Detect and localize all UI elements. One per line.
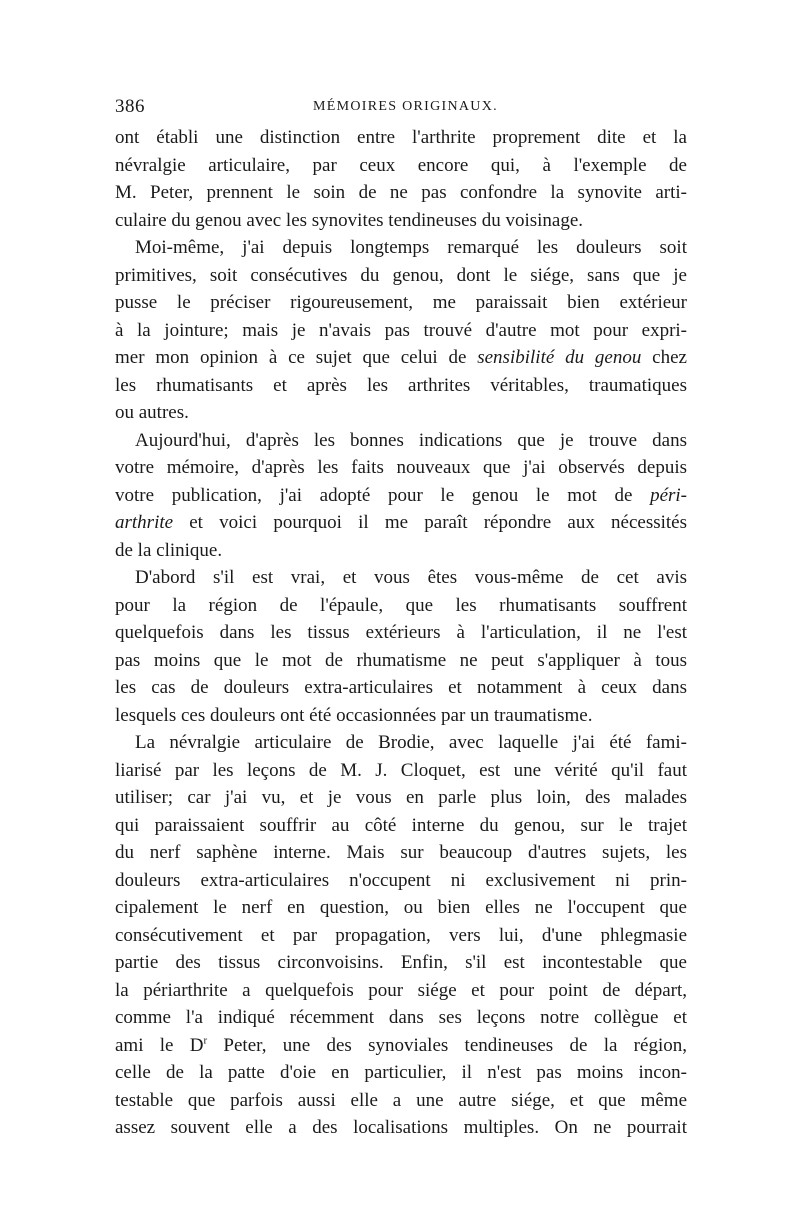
text-line: de la clinique. <box>115 539 223 561</box>
text-line <box>115 344 687 372</box>
text-run: Peter, une des synoviales tendineuses de la région, <box>207 1034 687 1056</box>
text-line: lesquels ces douleurs ont été occasionnées par un traumatisme. <box>115 704 593 726</box>
text-line: partie des tissus circonvoisins. Enfin, s'il est incontestable que <box>115 952 687 973</box>
text-line: ont établi une distinction entre l'arthrite proprement dite et la <box>115 127 687 148</box>
text-line: douleurs extra-articulaires n'occupent ni exclusivement ni prin- <box>115 869 687 891</box>
text-run: ami le D <box>115 1034 204 1056</box>
text-line <box>115 482 687 510</box>
text-line: La névralgie articulaire de Brodie, avec laquelle j'ai été fami- <box>135 732 687 753</box>
text-line: ou autres. <box>115 402 189 423</box>
text-line: la périarthrite a quelquefois pour siége et pour point de départ, <box>115 979 687 1001</box>
text-run: chez <box>641 347 687 368</box>
text-line: assez souvent elle a des localisations multiples. On ne pourrait <box>115 1117 687 1138</box>
text-run: mer mon opinion à ce sujet que celui de <box>115 347 478 368</box>
text-line: M. Peter, prennent le soin de ne pas confondre la synovite arti- <box>115 182 687 203</box>
text-line <box>115 509 687 537</box>
text-line: testable que parfois aussi elle a une autre siége, et que même <box>115 1089 687 1111</box>
text-line: consécutivement et par propagation, vers lui, d'une phlegmasie <box>115 924 687 946</box>
text-line: pour la région de l'épaule, que les rhumatisants souffrent <box>115 594 687 616</box>
text-line: pusse le préciser rigoureusement, me paraissait bien extérieur <box>115 292 687 313</box>
text-line: du nerf saphène interne. Mais sur beaucoup d'autres sujets, les <box>115 842 687 863</box>
text-line: à la jointure; mais je n'avais pas trouvé d'autre mot pour expri- <box>115 319 687 341</box>
text-line: Moi-même, j'ai depuis longtemps remarqué les douleurs soit <box>135 237 687 258</box>
running-title: MÉMOIRES ORIGINAUX. <box>313 99 498 114</box>
text-line: celle de la patte d'oie en particulier, il n'est pas moins incon- <box>115 1062 687 1083</box>
italic-phrase: sensibilité du genou <box>477 347 642 368</box>
text-line: D'abord s'il est vrai, et vous êtes vous-même de cet avis <box>135 567 687 588</box>
text-run: votre publication, j'ai adopté pour le genou le mot de <box>115 484 651 506</box>
text-line: utiliser; car j'ai vu, et je vous en parle plus loin, des malades <box>115 787 687 808</box>
superscript: r <box>203 1034 208 1047</box>
page-number: 386 <box>115 96 145 117</box>
italic-phrase: péri- <box>650 484 687 506</box>
body-text <box>115 124 687 1142</box>
text-run: et voici pourquoi il me paraît répondre aux nécessités <box>173 512 687 533</box>
text-line: Aujourd'hui, d'après les bonnes indications que je trouve dans <box>135 429 687 451</box>
text-line: culaire du genou avec les synovites tendineuses du voisinage. <box>115 209 584 231</box>
text-line <box>115 1032 687 1060</box>
text-line: cipalement le nerf en question, ou bien elles ne l'occupent que <box>115 897 687 918</box>
text-line: les cas de douleurs extra-articulaires et notamment à ceux dans <box>115 677 687 698</box>
text-line: votre mémoire, d'après les faits nouveaux que j'ai observés depuis <box>115 457 687 478</box>
text-line: névralgie articulaire, par ceux encore qui, à l'exemple de <box>115 154 687 176</box>
text-line: quelquefois dans les tissus extérieurs à l'articulation, il ne l'est <box>115 622 687 643</box>
italic-phrase: arthrite <box>115 512 174 533</box>
text-line: pas moins que le mot de rhumatisme ne peut s'appliquer à tous <box>115 649 687 671</box>
text-line: primitives, soit consécutives du genou, dont le siége, sans que je <box>115 264 687 286</box>
text-line: les rhumatisants et après les arthrites véritables, traumatiques <box>115 374 687 396</box>
text-line: comme l'a indiqué récemment dans ses leçons notre collègue et <box>115 1007 687 1028</box>
running-head <box>115 96 687 120</box>
text-line: liarisé par les leçons de M. J. Cloquet, est une vérité qu'il faut <box>115 759 687 781</box>
text-line: qui paraissaient souffrir au côté interne du genou, sur le trajet <box>115 814 687 836</box>
